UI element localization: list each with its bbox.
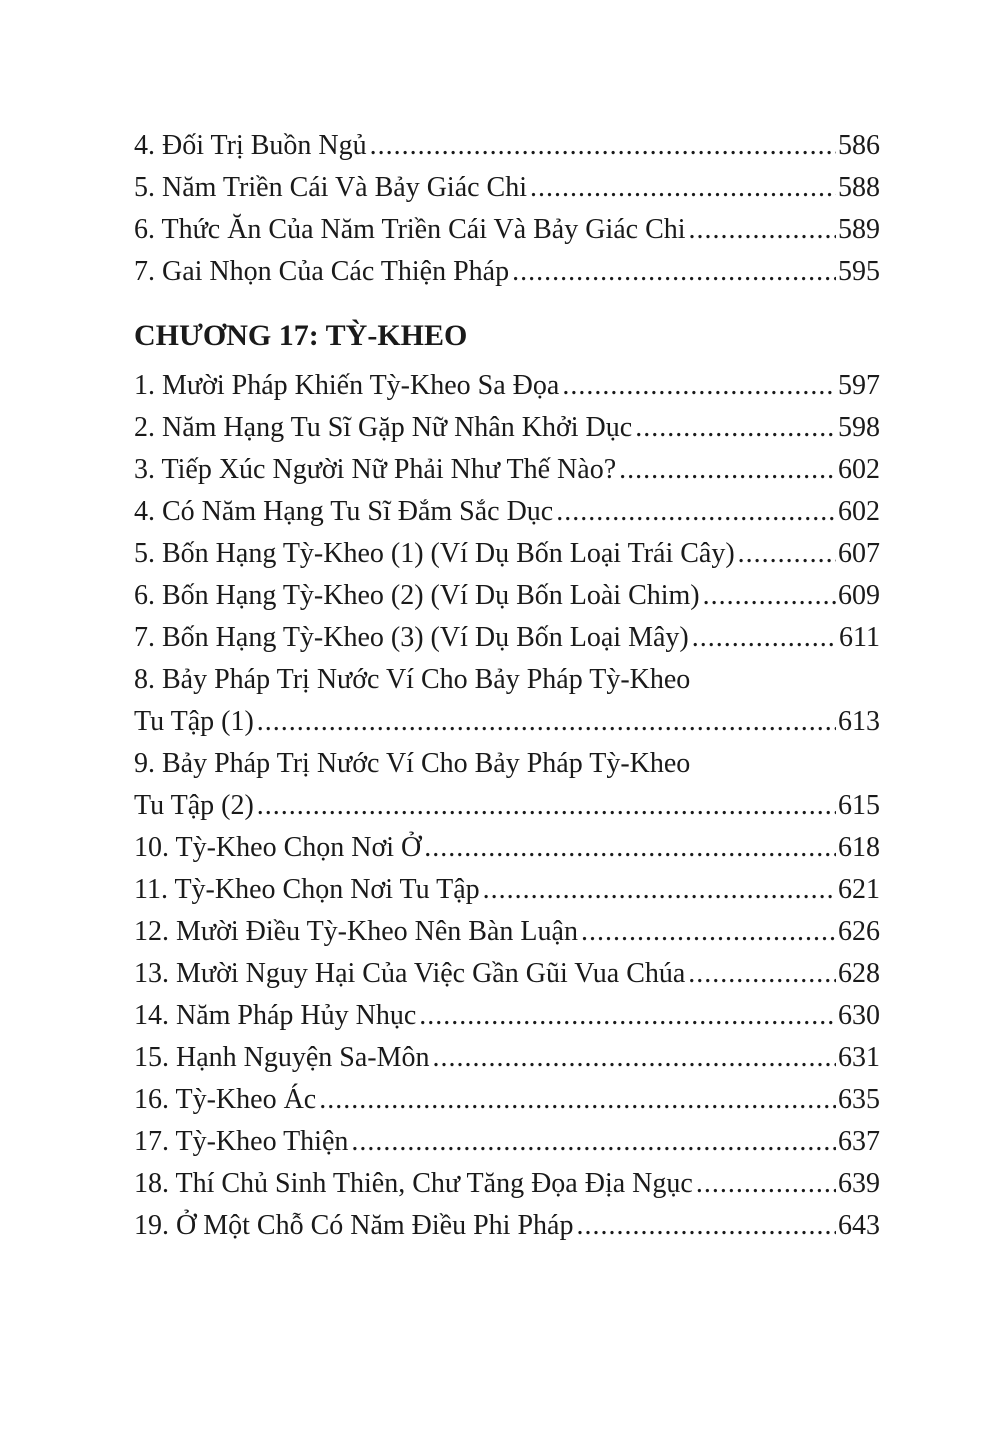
toc-entry: [134, 575, 880, 617]
dot-leader: [257, 785, 836, 827]
toc-entry: [134, 167, 880, 209]
toc-entry-title: 6. Bốn Hạng Tỳ-Kheo (2) (Ví Dụ Bốn Loài Chim): [134, 580, 700, 611]
toc-entry-title: 7. Gai Nhọn Của Các Thiện Pháp: [134, 256, 510, 287]
toc-entry-page: 602: [838, 454, 880, 485]
toc-entry-page: 607: [838, 538, 880, 569]
toc-entry: [134, 1163, 880, 1205]
toc-entry: [134, 869, 880, 911]
toc-entry-page: 595: [838, 256, 880, 287]
toc-entry: [134, 1205, 880, 1247]
toc-entry-page: 589: [838, 214, 880, 245]
toc-entry-page: 618: [838, 832, 880, 863]
dot-leader: [692, 617, 837, 659]
toc-entry: [134, 533, 880, 575]
toc-entry-title: 18. Thí Chủ Sinh Thiên, Chư Tăng Đọa Địa Ngục: [134, 1168, 693, 1199]
toc-entry: [134, 449, 880, 491]
toc-entry-page: 609: [838, 580, 880, 611]
dot-leader: [738, 533, 836, 575]
toc-entry-title: 11. Tỳ-Kheo Chọn Nơi Tu Tập: [134, 874, 480, 905]
toc-entry: [134, 125, 880, 167]
toc-entry-page: 631: [838, 1042, 880, 1073]
toc-entry: [134, 1037, 880, 1079]
toc-entry: [134, 365, 880, 407]
toc-entry-title: 4. Có Năm Hạng Tu Sĩ Đắm Sắc Dục: [134, 496, 554, 527]
toc-entry-page: 639: [838, 1168, 880, 1199]
dot-leader: [556, 491, 836, 533]
toc-entry: [134, 701, 880, 743]
toc-entry: [134, 617, 880, 659]
toc-entry-page: 637: [838, 1126, 880, 1157]
dot-leader: [581, 911, 836, 953]
toc-entry-multiline: [134, 659, 880, 743]
dot-leader: [688, 953, 836, 995]
toc-entry-title: 4. Đối Trị Buồn Ngủ: [134, 130, 367, 161]
dot-leader: [483, 869, 836, 911]
toc-entry-title: 1. Mười Pháp Khiến Tỳ-Kheo Sa Đọa: [134, 370, 560, 401]
dot-leader: [370, 125, 836, 167]
dot-leader: [419, 995, 836, 1037]
dot-leader: [562, 365, 836, 407]
dot-leader: [424, 827, 836, 869]
toc-section-previous-chapter: [134, 125, 880, 293]
toc-entry-page: 630: [838, 1000, 880, 1031]
toc-entry-title: 15. Hạnh Nguyện Sa-Môn: [134, 1042, 430, 1073]
toc-entry-title: 19. Ở Một Chỗ Có Năm Điều Phi Pháp: [134, 1210, 574, 1241]
toc-entry-page: 588: [838, 172, 880, 203]
toc-entry-title: 14. Năm Pháp Hủy Nhục: [134, 1000, 417, 1031]
toc-entry-title-line1: 8. Bảy Pháp Trị Nước Ví Cho Bảy Pháp Tỳ-Kheo: [134, 664, 691, 695]
toc-entry-title-line1: 9. Bảy Pháp Trị Nước Ví Cho Bảy Pháp Tỳ-Kheo: [134, 748, 691, 779]
toc-entry-title: 5. Bốn Hạng Tỳ-Kheo (1) (Ví Dụ Bốn Loại Trái Cây): [134, 538, 735, 569]
toc-entry-page: 602: [838, 496, 880, 527]
toc-entry-title: 5. Năm Triền Cái Và Bảy Giác Chi: [134, 172, 528, 203]
dot-leader: [530, 167, 836, 209]
toc-entry-title: Tu Tập (1): [134, 706, 254, 737]
dot-leader: [576, 1205, 836, 1247]
toc-entry: [134, 251, 880, 293]
toc-entry: [134, 491, 880, 533]
dot-leader: [619, 449, 836, 491]
chapter-heading: CHƯƠNG 17: TỲ-KHEO: [134, 319, 468, 352]
toc-entry-page: 586: [838, 130, 880, 161]
toc-entry: [134, 1079, 880, 1121]
toc-entry-title: 12. Mười Điều Tỳ-Kheo Nên Bàn Luận: [134, 916, 578, 947]
dot-leader: [689, 209, 836, 251]
dot-leader: [696, 1163, 836, 1205]
toc-entry-page: 621: [838, 874, 880, 905]
toc-entry-title: 2. Năm Hạng Tu Sĩ Gặp Nữ Nhân Khởi Dục: [134, 412, 633, 443]
dot-leader: [433, 1037, 836, 1079]
toc-entry-title: 7. Bốn Hạng Tỳ-Kheo (3) (Ví Dụ Bốn Loại Mây): [134, 622, 689, 653]
toc-entry: [134, 827, 880, 869]
toc-entry-title: 10. Tỳ-Kheo Chọn Nơi Ở: [134, 832, 422, 863]
toc-entry: [134, 785, 880, 827]
toc-entry-title: Tu Tập (2): [134, 790, 254, 821]
toc-entry-title: 6. Thức Ăn Của Năm Triền Cái Và Bảy Giác Chi: [134, 214, 686, 245]
toc-entry: [134, 995, 880, 1037]
toc-entry-page: 597: [838, 370, 880, 401]
toc-entry-title: 17. Tỳ-Kheo Thiện: [134, 1126, 349, 1157]
dot-leader: [703, 575, 836, 617]
dot-leader: [512, 251, 836, 293]
toc-entry-page: 598: [838, 412, 880, 443]
toc-entry-title: 3. Tiếp Xúc Người Nữ Phải Như Thế Nào?: [134, 454, 617, 485]
toc-entry: [134, 911, 880, 953]
toc-entry-page: 615: [838, 790, 880, 821]
toc-entry-title: 16. Tỳ-Kheo Ác: [134, 1084, 317, 1115]
toc-entry: [134, 407, 880, 449]
toc-entry-page: 643: [838, 1210, 880, 1241]
toc-entry-page: 613: [838, 706, 880, 737]
toc-section-chapter-17: [134, 365, 880, 1247]
toc-entry-multiline: [134, 743, 880, 827]
toc-entry-page: 635: [838, 1084, 880, 1115]
dot-leader: [257, 701, 836, 743]
toc-entry: [134, 209, 880, 251]
toc-entry-page: 611: [839, 622, 880, 653]
toc-entry-page: 628: [838, 958, 880, 989]
toc-entry: [134, 953, 880, 995]
dot-leader: [635, 407, 836, 449]
dot-leader: [351, 1121, 836, 1163]
toc-entry-title: 13. Mười Nguy Hại Của Việc Gần Gũi Vua Chúa: [134, 958, 686, 989]
dot-leader: [319, 1079, 836, 1121]
toc-entry: [134, 1121, 880, 1163]
toc-entry-page: 626: [838, 916, 880, 947]
